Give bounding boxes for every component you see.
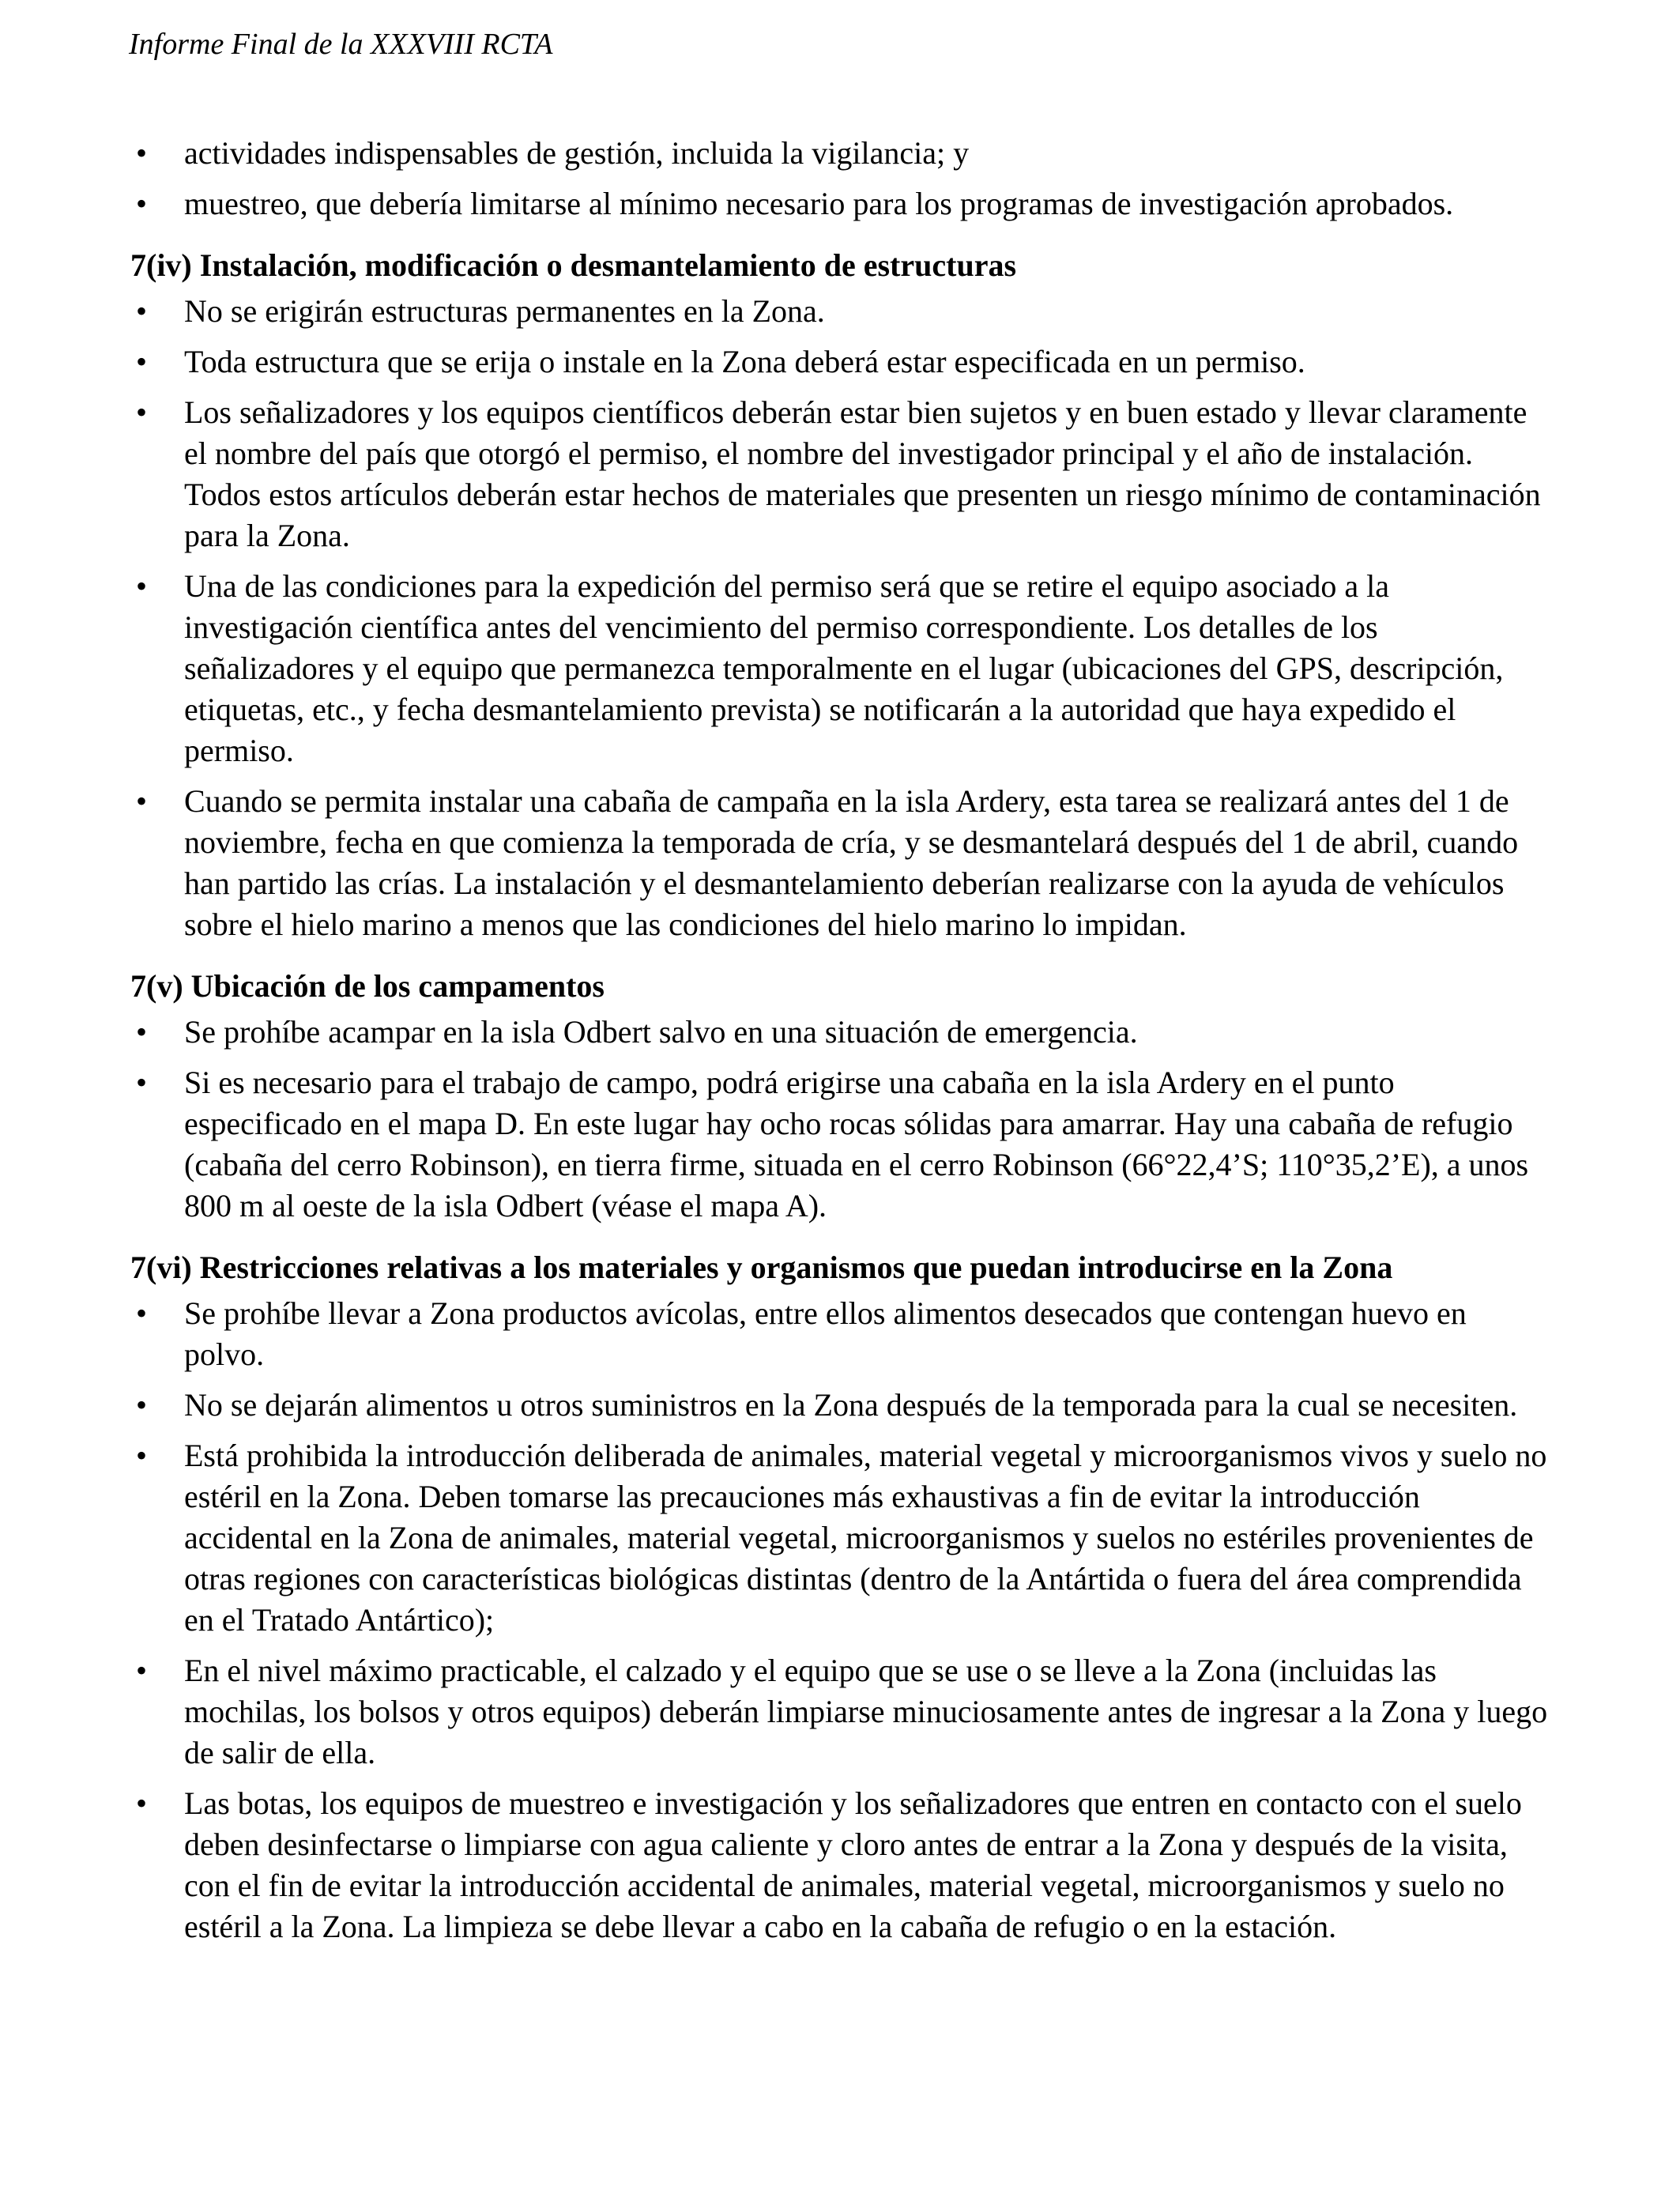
list-item-text: Una de las condiciones para la expedición del permiso será que se retire el equipo asociado a la investigación científica antes del vencimiento del permiso correspondiente. Los detalles de los señalizadores y el equipo que permanezca temporalmente en el lugar (ubicaciones del GPS, descripción, etiquetas, etc., y fecha desmantelamiento prevista) se notificarán a la autoridad que haya expedido el permiso. [184,568,1504,768]
list-item-text: Toda estructura que se erija o instale en la Zona deberá estar especificada en un permiso. [184,344,1305,379]
list-item [130,1435,1553,1641]
bullet-icon: • [135,186,147,221]
list-item [130,291,1553,332]
section-heading-restrictions: 7(vi) Restricciones relativas a los materiales y organismos que puedan introducirse en la Zona [130,1250,1393,1285]
list-item [130,566,1553,771]
list-item [130,1062,1553,1227]
running-header: Informe Final de la XXXVIII RCTA [129,28,553,61]
list-item-text: Los señalizadores y los equipos científicos deberán estar bien sujetos y en buen estado y llevar claramente el nombre del país que otorgó el permiso, el nombre del investigador principal y el año de instalación. Todos estos artículos deberán estar hechos de materiales que presenten un riesgo mínimo de contaminación para la Zona. [184,394,1541,553]
section-heading-camps: 7(v) Ubicación de los campamentos [130,968,605,1004]
bullet-icon: • [135,394,147,430]
bullet-icon: • [135,1438,147,1473]
section-heading-structures: 7(iv) Instalación, modificación o desmantelamiento de estructuras [130,247,1017,283]
list-item [130,1293,1553,1375]
bullet-icon: • [135,1065,147,1100]
list-item [130,1385,1553,1426]
list-item [130,133,1553,174]
document-body [130,133,1553,1957]
list-item-text: Se prohíbe llevar a Zona productos avícolas, entre ellos alimentos desecados que contengan huevo en polvo. [184,1295,1467,1372]
list-item-text: En el nivel máximo practicable, el calzado y el equipo que se use o se lleve a la Zona (incluidas las mochilas, los bolsos y otros equipos) deberán limpiarse minuciosamente antes de ingresar a la Zona y luego de salir de ella. [184,1653,1548,1770]
list-item-text: Se prohíbe acampar en la isla Odbert salvo en una situación de emergencia. [184,1014,1138,1050]
list-item [130,392,1553,556]
list-item-text: Si es necesario para el trabajo de campo, podrá erigirse una cabaña en la isla Ardery en el punto especificado en el mapa D. En este lugar hay ocho rocas sólidas para amarrar. Hay una cabaña de refugio (cabaña del cerro Robinson), en tierra firme, situada en el cerro Robinson (66°22,4’S; 110°35,2’E), a unos 800 m al oeste de la isla Odbert (véase el mapa A). [184,1065,1529,1223]
list-item-text: Está prohibida la introducción deliberada de animales, material vegetal y microorganismos vivos y suelo no estéril en la Zona. Deben tomarse las precauciones más exhaustivas a fin de evitar la introducción accidental en la Zona de animales, material vegetal, microorganismos y suelos no estériles provenientes de otras regiones con características biológicas distintas (dentro de la Antártida o fuera del área comprendida en el Tratado Antártico); [184,1438,1547,1638]
intro-bullet-list [130,133,1553,224]
bullet-icon: • [135,1295,147,1331]
list-item [130,183,1553,224]
list-item [130,341,1553,383]
list-item-text: muestreo, que debería limitarse al mínimo necesario para los programas de investigación aprobados. [184,186,1454,221]
bullet-icon: • [135,293,147,329]
bullet-icon: • [135,1785,147,1821]
bullet-icon: • [135,568,147,604]
list-item-text: actividades indispensables de gestión, incluida la vigilancia; y [184,135,970,171]
list-item-text: Las botas, los equipos de muestreo e investigación y los señalizadores que entren en contacto con el suelo deben desinfectarse o limpiarse con agua caliente y cloro antes de entrar a la Zona y después de la visita, con el fin de evitar la introducción accidental de animales, material vegetal, microorganismos y suelo no estéril a la Zona. La limpieza se debe llevar a cabo en la cabaña de refugio o en la estación. [184,1785,1522,1944]
list-item-text: No se erigirán estructuras permanentes en la Zona. [184,293,825,329]
bullet-icon: • [135,1014,147,1050]
bullet-icon: • [135,783,147,819]
list-item [130,781,1553,945]
list-item-text: No se dejarán alimentos u otros suministros en la Zona después de la temporada para la cual se necesiten. [184,1387,1518,1423]
list-item [130,1650,1553,1774]
camps-bullet-list [130,1012,1553,1227]
list-item-text: Cuando se permita instalar una cabaña de campaña en la isla Ardery, esta tarea se realizará antes del 1 de noviembre, fecha en que comienza la temporada de cría, y se desmantelará después del 1 de abril, cuando han partido las crías. La instalación y el desmantelamiento deberían realizarse con la ayuda de vehículos sobre el hielo marino a menos que las condiciones del hielo marino lo impidan. [184,783,1519,942]
restrictions-bullet-list [130,1293,1553,1947]
list-item [130,1783,1553,1947]
bullet-icon: • [135,135,147,171]
structures-bullet-list [130,291,1553,945]
bullet-icon: • [135,1387,147,1423]
bullet-icon: • [135,1653,147,1688]
list-item [130,1012,1553,1053]
bullet-icon: • [135,344,147,379]
